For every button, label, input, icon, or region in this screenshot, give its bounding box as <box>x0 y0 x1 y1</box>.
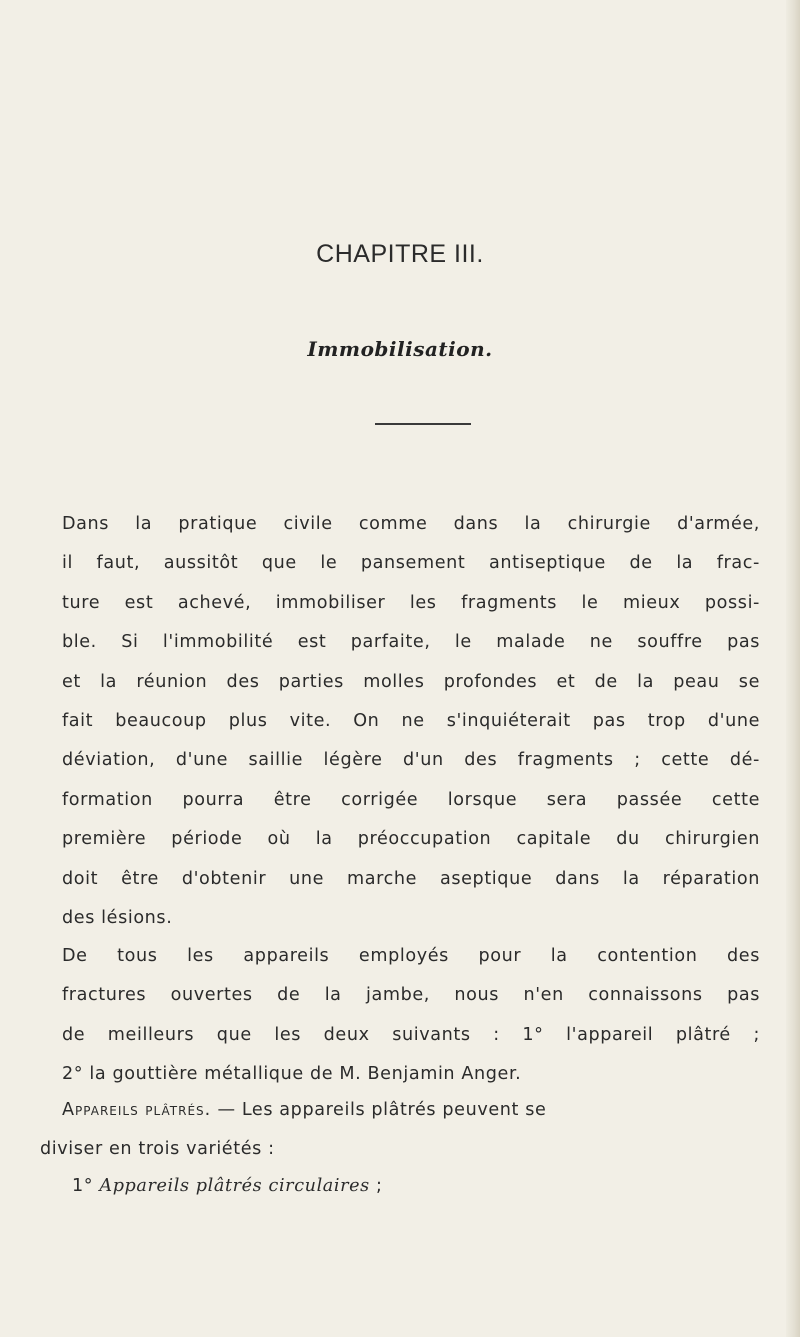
page-edge-shadow <box>786 0 800 1337</box>
paragraph-1 <box>40 505 760 938</box>
list-number: 1° <box>72 1176 100 1196</box>
text-line: 2° la gouttière métallique de M. Benjamin Anger. <box>62 1064 522 1085</box>
text-line <box>40 1091 760 1130</box>
text-line: doit être d'obtenir une marche aseptique dans la réparation <box>62 868 760 889</box>
text-line: diviser en trois variétés : <box>40 1139 275 1160</box>
chapter-title: CHAPITRE III. <box>316 240 484 268</box>
italic-term: Appareils plâtrés circulaires <box>99 1176 370 1196</box>
text-fragment: — Les appareils plâtrés peuvent se <box>211 1100 547 1120</box>
text-line: déviation, d'une saillie légère d'un des fragments ; cette dé- <box>62 750 760 771</box>
text-line: fractures ouvertes de la jambe, nous n'en connaissons pas <box>62 985 760 1006</box>
text-line: il faut, aussitôt que le pansement antiseptique de la frac- <box>62 553 760 574</box>
text-line: Dans la pratique civile comme dans la chirurgie d'armée, <box>62 514 760 534</box>
paragraph-4 <box>40 1167 760 1206</box>
section-title: Immobilisation. <box>307 337 493 361</box>
text-line: première période où la préoccupation capitale du chirurgien <box>62 829 760 850</box>
text-line: et la réunion des parties molles profondes et de la peau se <box>62 671 760 692</box>
text-line: formation pourra être corrigée lorsque sera passée cette <box>62 789 760 810</box>
text-line <box>40 1167 760 1206</box>
subsection-heading: Appareils plâtrés. <box>62 1100 212 1120</box>
text-line: des lésions. <box>62 908 173 929</box>
text-line: fait beaucoup plus vite. On ne s'inquiéterait pas trop d'une <box>62 711 760 732</box>
text-line: ture est achevé, immobiliser les fragments le mieux possi- <box>62 592 760 613</box>
text-line: de meilleurs que les deux suivants : 1° l'appareil plâtré ; <box>62 1024 760 1045</box>
paragraph-3 <box>40 1091 760 1170</box>
text-line: ble. Si l'immobilité est parfaite, le malade ne souffre pas <box>62 632 760 653</box>
text-fragment: ; <box>369 1176 383 1196</box>
divider-rule <box>375 423 471 425</box>
paragraph-2 <box>40 937 760 1095</box>
text-line: De tous les appareils employés pour la contention des <box>62 946 760 966</box>
